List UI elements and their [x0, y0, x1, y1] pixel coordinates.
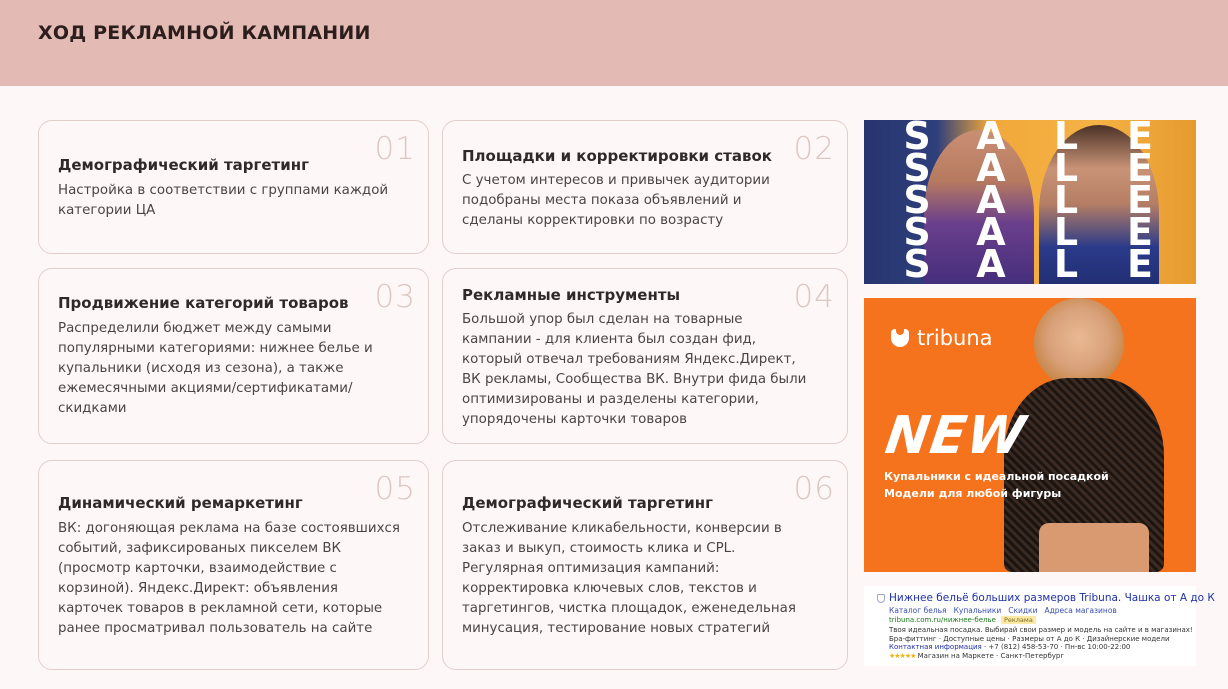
card-dynamic-remarketing [38, 460, 429, 670]
tribuna-logo: tribuna [891, 326, 993, 350]
card-number: 01 [374, 131, 416, 167]
card-placements-bids [442, 120, 848, 254]
card-title: Демографический таргетинг [462, 494, 713, 512]
card-number: 02 [793, 131, 835, 167]
banner-subtitle: Модели для любой фигуры [884, 487, 1062, 500]
card-number: 06 [793, 471, 835, 507]
ad-features: Бра-фиттинг · Доступные цены · Размеры от А до К · Дизайнерские модели [889, 635, 1170, 643]
card-title: Продвижение категорий товаров [58, 294, 349, 312]
sale-letter-column: S S S S S [903, 120, 931, 284]
ad-url: tribuna.com.ru/нижнее-белье Реклама [889, 616, 1036, 624]
tribuna-logo-icon [891, 329, 909, 347]
card-text: Отслеживание кликабельности, конверсии в заказ и выкуп, стоимость клика и CPL. Регулярная оптимизация кампаний: корректировка ключевых слов, текстов и таргетингов, чистка площадок, еженедельная минусация, тестирование новых стратегий [462, 521, 796, 636]
card-text: Распределили бюджет между самыми популярными категориями: нижнее белье и купальники (исходя из сезона), а также ежемесячными акциями/сертификатами/ скидками [58, 321, 373, 416]
card-title: Рекламные инструменты [462, 286, 681, 304]
card-text: Большой упор был сделан на товарные кампании - для клиента был создан фид, который отвечал требованиям Яндекс.Директ, ВК рекламы, Сообщества ВК. Внутри фида были оптимизированы и разделены категории, упорядочены карточки товаров [462, 312, 807, 427]
card-demographic-targeting [38, 120, 429, 254]
ad-badge: Реклама [1001, 616, 1036, 624]
ad-contacts: Контактная информация · +7 (812) 458-53-70 · Пн-вс 10:00-22:00 [889, 643, 1131, 651]
sale-letter-column: A A A A A [976, 120, 1006, 284]
card-title: Площадки и корректировки ставок [462, 147, 772, 165]
card-number: 05 [374, 471, 416, 507]
shield-icon [877, 594, 885, 603]
card-number: 03 [374, 279, 416, 315]
tribuna-new-banner-image [864, 298, 1196, 572]
card-title: Динамический ремаркетинг [58, 494, 303, 512]
model-figure [1034, 298, 1124, 388]
ad-title: Нижнее бельё больших размеров Tribuna. Чашка от А до К [889, 592, 1215, 604]
card-title: Демографический таргетинг [58, 156, 309, 174]
star-icon: ★★★★★ [889, 652, 916, 660]
card-category-promotion [38, 268, 429, 444]
sale-letter-column: E E E E E [1127, 120, 1153, 284]
sale-letter-column: L L L L L [1053, 120, 1079, 284]
banner-subtitle: Купальники с идеальной посадкой [884, 470, 1109, 483]
card-text: С учетом интересов и привычек аудитории подобраны места показа объявлений и сделаны корректировки по возрасту [462, 173, 770, 228]
ad-rating: ★★★★★ Магазин на Маркете · Санкт-Петербург [889, 652, 1065, 660]
card-optimization [442, 460, 848, 670]
page-title: ХОД РЕКЛАМНОЙ КАМПАНИИ [38, 22, 371, 44]
new-headline: NEW [881, 406, 1030, 466]
page-header [0, 0, 1228, 86]
sale-banner-image [864, 120, 1196, 284]
card-text: Настройка в соответствии с группами каждой категории ЦА [58, 183, 389, 218]
ad-description: Твоя идеальная посадка. Выбирай свои размер и модель на сайте и в магазинах! [889, 626, 1193, 634]
search-ad-snippet-image [864, 586, 1215, 666]
model-legs [1039, 523, 1149, 572]
card-number: 04 [793, 279, 835, 315]
card-ad-tools [442, 268, 848, 444]
card-text: ВК: догоняющая реклама на базе состоявшихся событий, зафиксированых пикселем ВК (просмотр карточки, взаимодействие с корзиной). Яндекс.Директ: объявления карточек товаров в рекламной сети, которые ранее просматривал пользователь на сайте [58, 521, 400, 636]
ad-sitelinks: Каталог белья Купальники Скидки Адреса магазинов [889, 606, 1117, 615]
